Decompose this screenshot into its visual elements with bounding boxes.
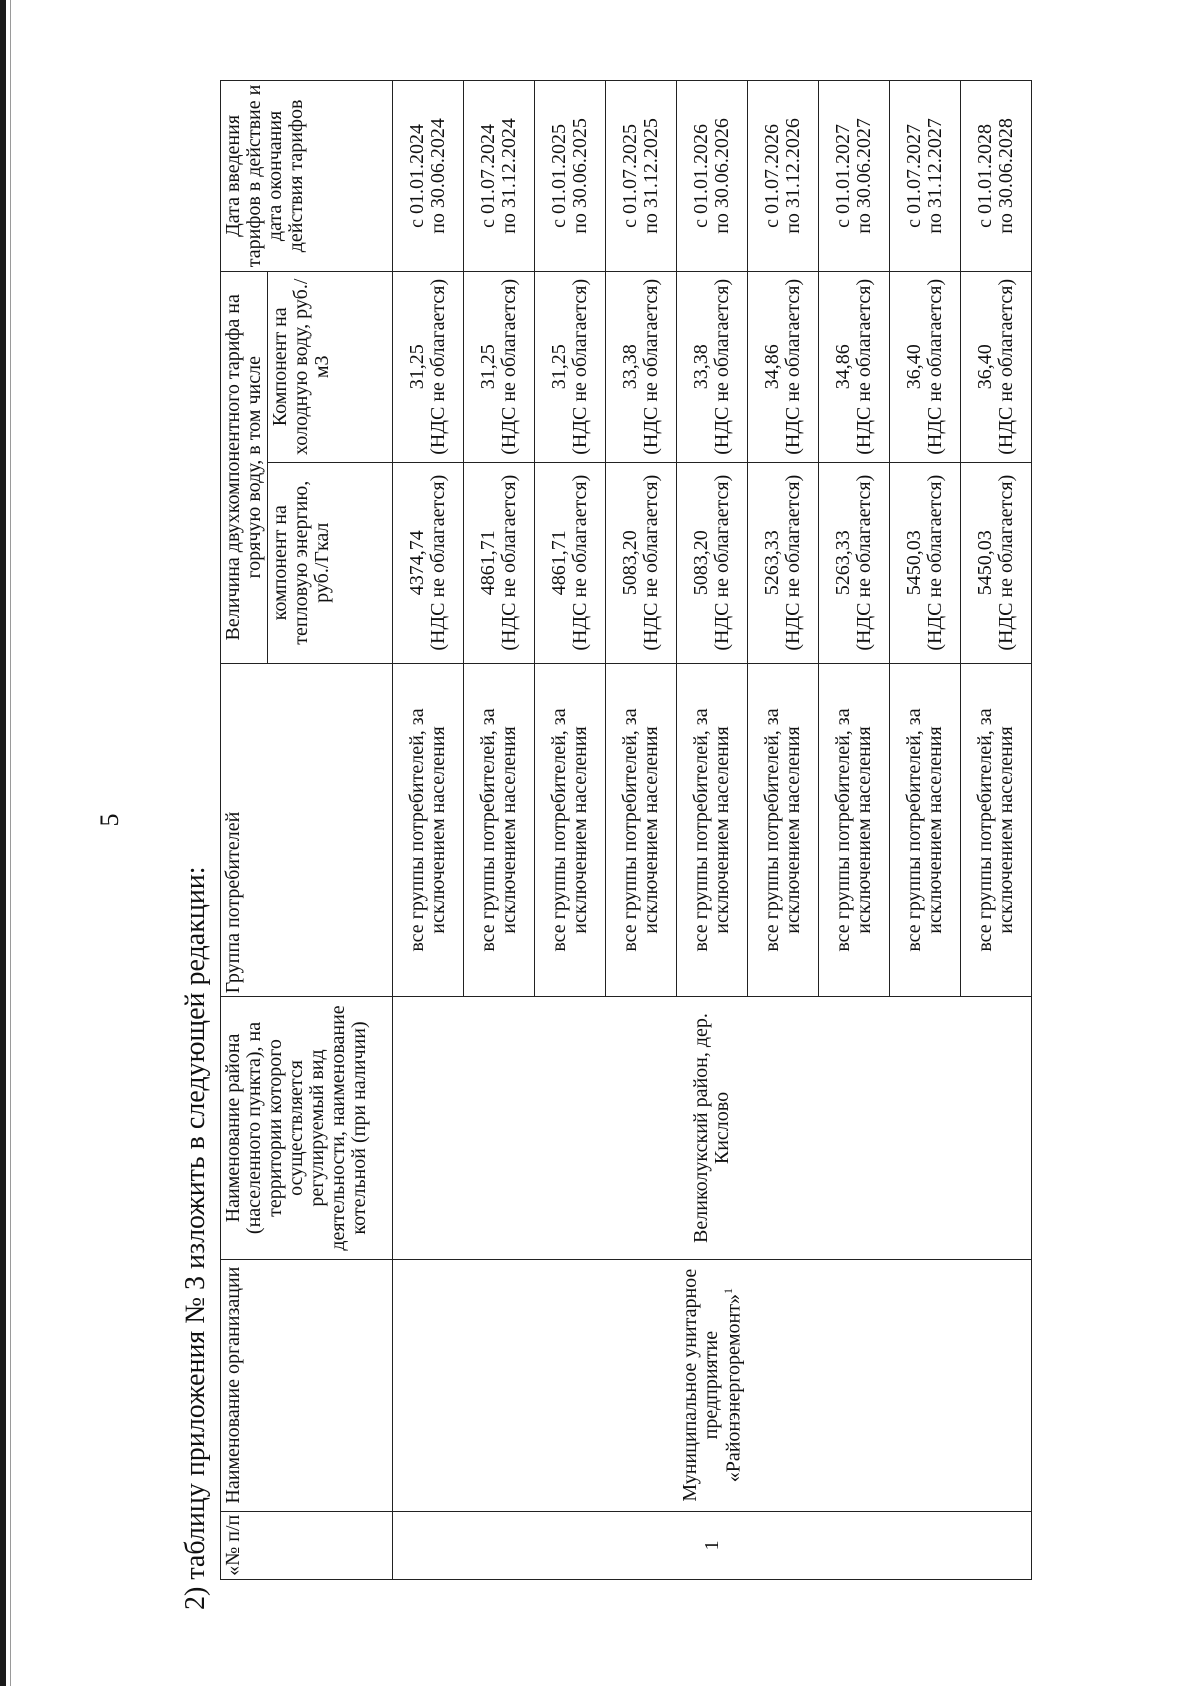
header-date: Дата введения тарифов в действие и дата окончания действия тарифов	[221, 81, 393, 272]
heat-value: 5450,03	[974, 530, 996, 596]
cold-value: 33,38	[690, 344, 712, 390]
cell-date	[464, 81, 535, 272]
vat-note: (НДС не облагается)	[924, 278, 946, 455]
vat-note: (НДС не облагается)	[569, 474, 591, 651]
date-to: по 31.12.2024	[498, 118, 520, 234]
cold-value: 34,86	[832, 344, 854, 390]
cold-value: 31,25	[548, 344, 570, 390]
cell-heat	[890, 462, 961, 663]
rotated-content	[95, 70, 1125, 1610]
vat-note: (НДС не облагается)	[427, 474, 449, 651]
org-name: Муниципальное унитарное предприятие «Районэнергоремонт»	[678, 1268, 745, 1502]
vat-note: (НДС не облагается)	[427, 278, 449, 455]
vat-note: (НДС не облагается)	[498, 278, 520, 455]
cell-heat	[961, 462, 1032, 663]
cell-group: все группы потребителей, за исключением населения	[819, 663, 890, 997]
cell-heat	[606, 462, 677, 663]
date-to: по 30.06.2024	[427, 118, 449, 234]
vat-note: (НДС не облагается)	[640, 474, 662, 651]
intro-text: 2) таблицу приложения № 3 изложить в следующей редакции:	[180, 866, 211, 1610]
vat-note: (НДС не облагается)	[711, 278, 733, 455]
heat-value: 5083,20	[690, 530, 712, 596]
vat-note: (НДС не облагается)	[498, 474, 520, 651]
cell-cold	[677, 271, 748, 462]
date-from: с 01.01.2025	[548, 124, 570, 228]
cell-cold	[819, 271, 890, 462]
vat-note: (НДС не облагается)	[782, 474, 804, 651]
scan-edge-line	[10, 0, 11, 1686]
header-district: Наименование района (населенного пункта), на территории которого осуществляется регулируемый вид деятельности, наименование котельной (при наличии)	[221, 997, 393, 1259]
entry-num: 1	[393, 1511, 1032, 1579]
date-from: с 01.07.2024	[477, 124, 499, 228]
cell-group: все группы потребителей, за исключением населения	[748, 663, 819, 997]
cell-cold	[464, 271, 535, 462]
heat-value: 5263,33	[761, 530, 783, 596]
cold-value: 31,25	[477, 344, 499, 390]
heat-value: 4861,71	[548, 530, 570, 596]
cold-value: 36,40	[903, 344, 925, 390]
cell-group: все группы потребителей, за исключением населения	[890, 663, 961, 997]
date-from: с 01.01.2026	[690, 124, 712, 228]
vat-note: (НДС не облагается)	[711, 474, 733, 651]
date-from: с 01.07.2025	[619, 124, 641, 228]
scan-edge	[0, 0, 6, 1686]
vat-note: (НДС не облагается)	[995, 278, 1017, 455]
entry-district: Великолукский район, дер. Кислово	[393, 997, 1032, 1259]
cold-value: 36,40	[974, 344, 996, 390]
vat-note: (НДС не облагается)	[995, 474, 1017, 651]
cell-date	[961, 81, 1032, 272]
heat-value: 4374,74	[406, 530, 428, 596]
cell-date	[393, 81, 464, 272]
cold-value: 31,25	[406, 344, 428, 390]
cell-date	[748, 81, 819, 272]
cold-value: 33,38	[619, 344, 641, 390]
cell-cold	[393, 271, 464, 462]
cell-heat	[819, 462, 890, 663]
cell-date	[677, 81, 748, 272]
header-group: Группа потребителей	[221, 663, 393, 997]
vat-note: (НДС не облагается)	[782, 278, 804, 455]
cell-heat	[464, 462, 535, 663]
heat-value: 5263,33	[832, 530, 854, 596]
cold-value: 34,86	[761, 344, 783, 390]
header-cold: Компонент на холодную воду, руб./м3	[268, 271, 393, 462]
org-footnote: 1	[720, 1288, 735, 1294]
date-to: по 31.12.2027	[924, 118, 946, 234]
cell-heat	[535, 462, 606, 663]
date-to: по 30.06.2027	[853, 118, 875, 234]
cell-heat	[393, 462, 464, 663]
heat-value: 5083,20	[619, 530, 641, 596]
date-from: с 01.07.2027	[903, 124, 925, 228]
vat-note: (НДС не облагается)	[924, 474, 946, 651]
vat-note: (НДС не облагается)	[569, 278, 591, 455]
cell-date	[819, 81, 890, 272]
date-to: по 30.06.2025	[569, 118, 591, 234]
cell-cold	[890, 271, 961, 462]
cell-group: все группы потребителей, за исключением населения	[393, 663, 464, 997]
date-to: по 30.06.2028	[995, 118, 1017, 234]
cell-group: все группы потребителей, за исключением населения	[961, 663, 1032, 997]
cell-cold	[961, 271, 1032, 462]
header-tariff: Величина двухкомпонентного тарифа на горячую воду, в том числе	[221, 271, 268, 663]
date-to: по 30.06.2026	[711, 118, 733, 234]
page-number: 5	[95, 813, 124, 827]
cell-heat	[748, 462, 819, 663]
cell-group: все группы потребителей, за исключением населения	[677, 663, 748, 997]
date-from: с 01.01.2024	[406, 124, 428, 228]
vat-note: (НДС не облагается)	[853, 474, 875, 651]
tariff-table	[220, 80, 1032, 1580]
entry-org	[393, 1259, 1032, 1511]
heat-value: 5450,03	[903, 530, 925, 596]
cell-date	[535, 81, 606, 272]
vat-note: (НДС не облагается)	[640, 278, 662, 455]
vat-note: (НДС не облагается)	[853, 278, 875, 455]
cell-cold	[535, 271, 606, 462]
cell-date	[606, 81, 677, 272]
cell-heat	[677, 462, 748, 663]
header-num: «№ п/п	[221, 1511, 393, 1579]
date-from: с 01.01.2027	[832, 124, 854, 228]
heat-value: 4861,71	[477, 530, 499, 596]
date-from: с 01.07.2026	[761, 124, 783, 228]
cell-date	[890, 81, 961, 272]
header-heat: компонент на тепловую энергию, руб./Гкал	[268, 462, 393, 663]
date-to: по 31.12.2025	[640, 118, 662, 234]
cell-group: все группы потребителей, за исключением населения	[464, 663, 535, 997]
cell-group: все группы потребителей, за исключением населения	[535, 663, 606, 997]
date-to: по 31.12.2026	[782, 118, 804, 234]
cell-cold	[748, 271, 819, 462]
table-body	[393, 81, 1032, 1580]
cell-group: все группы потребителей, за исключением населения	[606, 663, 677, 997]
date-from: с 01.01.2028	[974, 124, 996, 228]
table-row	[393, 81, 464, 1580]
header-org: Наименование организации	[221, 1259, 393, 1511]
cell-cold	[606, 271, 677, 462]
